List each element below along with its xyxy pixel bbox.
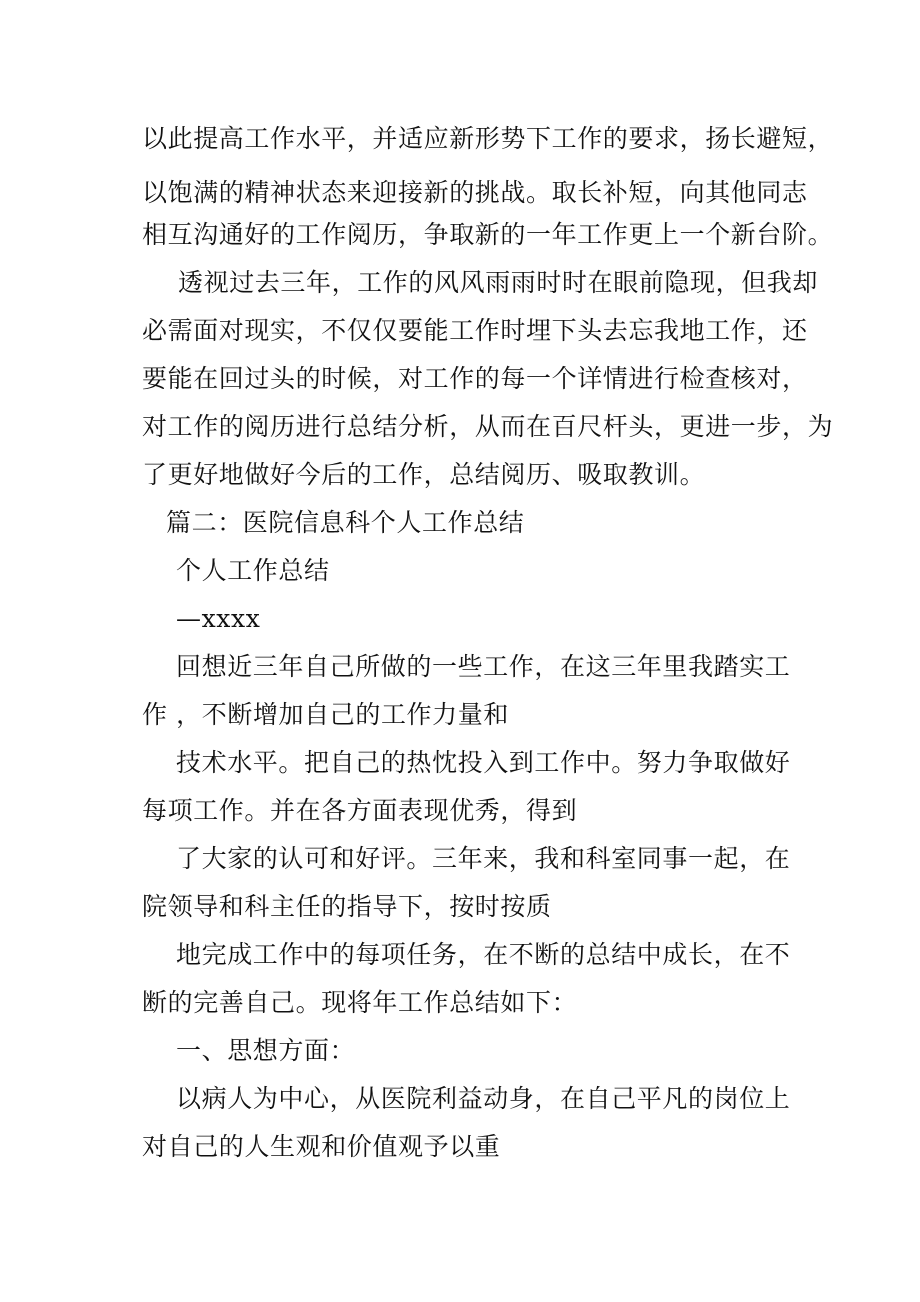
text-line-4: 透视过去三年，工作的风风雨雨时时在眼前隐现，但我却: [178, 268, 819, 297]
text-line-7: 对工作的阅历进行总结分析，从而在百尺杆头，更进一步，为: [142, 412, 834, 441]
text-line-5: 必需面对现实，不仅仅要能工作时埋下头去忘我地工作，还: [142, 316, 808, 345]
text-line-19: 断的完善自己。现将年工作总结如下：: [142, 988, 578, 1017]
text-line-17: 院领导和科主任的指导下，按时按质: [142, 892, 552, 921]
text-line-3: 相互沟通好的工作阅历，争取新的一年工作更上一个新台阶。: [142, 220, 834, 249]
text-line-15: 每项工作。并在各方面表现优秀，得到: [142, 796, 578, 825]
subheading-thought: 一、思想方面：: [176, 1036, 356, 1065]
text-line-13: 作 ，不断增加自己的工作力量和: [142, 700, 509, 729]
text-line-22: 对自己的人生观和价值观予以重: [142, 1132, 501, 1161]
text-line-16: 了大家的认可和好评。三年来，我和科室同事一起，在: [176, 844, 791, 873]
text-line-12: 回想近三年自己所做的一些工作，在这三年里我踏实工: [176, 652, 791, 681]
text-line-1: 以此提高工作水平，并适应新形势下工作的要求，扬长避短，: [142, 124, 834, 153]
text-line-6: 要能在回过头的时候，对工作的每一个详情进行检查核对，: [142, 364, 808, 393]
section-heading: 篇二：医院信息科个人工作总结: [166, 508, 525, 537]
text-line-21: 以病人为中心，从医院利益动身，在自己平凡的岗位上: [176, 1084, 791, 1113]
author-line: —xxxx: [176, 604, 261, 633]
subtitle: 个人工作总结: [176, 556, 330, 585]
text-line-14: 技术水平。把自己的热忱投入到工作中。努力争取做好: [176, 748, 791, 777]
text-line-18: 地完成工作中的每项任务，在不断的总结中成长，在不: [176, 940, 791, 969]
text-line-2: 以饱满的精神状态来迎接新的挑战。取长补短，向其他同志: [142, 178, 808, 207]
text-line-8: 了更好地做好今后的工作，总结阅历、吸取教训。: [142, 460, 706, 489]
